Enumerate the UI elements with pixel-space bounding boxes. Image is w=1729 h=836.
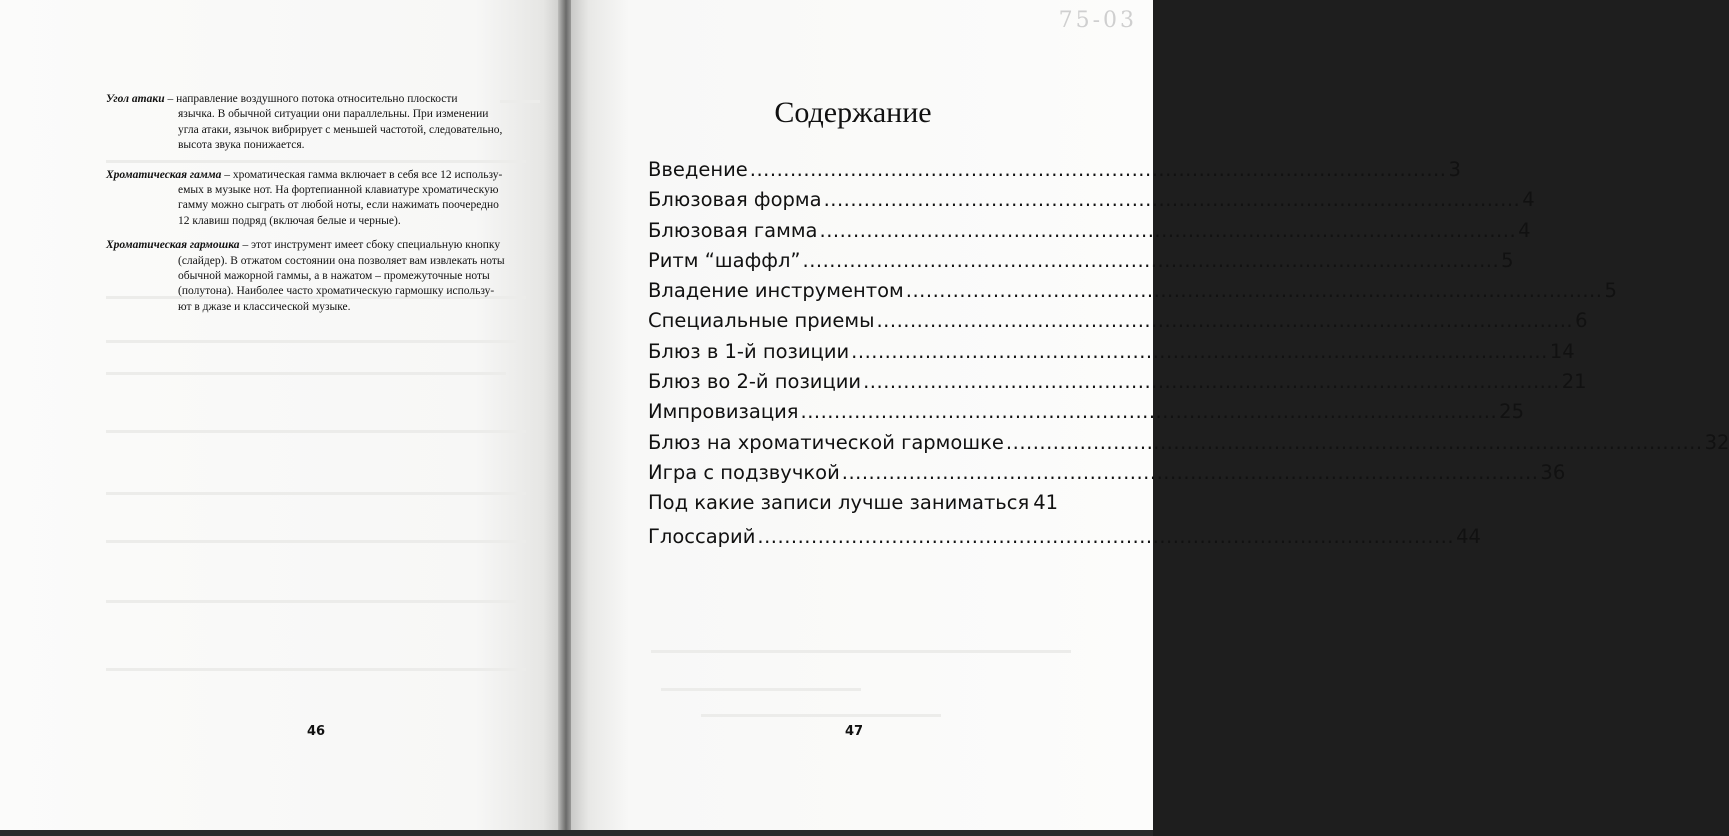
glossary-term: Угол атаки xyxy=(106,93,165,105)
toc-entry xyxy=(648,158,1461,188)
toc-entry-page: 36 xyxy=(1540,460,1566,484)
toc-entry xyxy=(648,460,1566,491)
glossary-definition-line: язычка. В обычной ситуации они параллельны. При изменении xyxy=(178,108,489,121)
page-number-left: 46 xyxy=(307,724,326,739)
ink-stamp: 75-03 xyxy=(1058,8,1137,33)
toc-entry-page: 44 xyxy=(1456,524,1481,548)
table-of-contents xyxy=(648,158,1729,555)
glossary-definition-line: – этот инструмент имеет сбоку специальную кнопку xyxy=(239,239,501,252)
toc-entry-label: Глоссарий xyxy=(648,524,756,548)
toc-leader-dots: ........................................................................................................ xyxy=(841,460,1539,484)
glossary-entry xyxy=(106,92,526,154)
glossary-definition-line: (слайдер). В отжатом состоянии она позволяет вам извлекать ноты xyxy=(178,254,505,267)
toc-entry xyxy=(648,400,1524,430)
toc-leader-dots: ........................................................................................................ xyxy=(851,339,1548,363)
toc-entry-label: Блюз на хроматической гармошке xyxy=(648,430,1004,454)
glossary-definition-line: обычной мажорной гаммы, а в нажатом – промежуточные ноты xyxy=(178,270,490,283)
toc-entry-page: 41 xyxy=(1033,491,1059,515)
toc-entry-label: Ритм “шаффл” xyxy=(648,248,801,272)
toc-entry-page: 21 xyxy=(1561,370,1587,394)
toc-title: Содержание xyxy=(774,96,932,129)
toc-entry xyxy=(648,279,1617,309)
toc-entry-page: 4 xyxy=(1522,188,1535,212)
toc-entry-label: Под какие записи лучше заниматься xyxy=(648,491,1030,515)
glossary-definition-line: угла атаки, язычок вибрирует с меньшей частотой, следовательно, xyxy=(178,123,503,136)
glossary-definition-line: – направление воздушного потока относительно плоскости xyxy=(164,93,458,105)
toc-leader-dots: ........................................................................................................ xyxy=(823,188,1521,212)
left-page xyxy=(0,0,560,830)
toc-entry xyxy=(648,248,1514,279)
toc-leader-dots: ........................................................................................................ xyxy=(802,248,1500,272)
toc-entry xyxy=(648,491,1059,521)
toc-entry xyxy=(648,524,1481,555)
toc-entry-page: 32 xyxy=(1704,430,1729,454)
toc-entry-page: 3 xyxy=(1448,158,1461,181)
toc-entry-label: Игра с подзвучкой xyxy=(648,460,840,484)
toc-entry xyxy=(648,188,1535,218)
toc-entry-page: 5 xyxy=(1604,279,1617,303)
toc-entry-label: Блюзовая гамма xyxy=(648,218,818,242)
toc-entry xyxy=(648,339,1575,370)
toc-leader-dots: ........................................................................................................ xyxy=(905,279,1603,303)
toc-entry-label: Блюзовая форма xyxy=(648,188,822,212)
glossary-term: Хроматическая гамма xyxy=(106,168,222,181)
toc-entry-page: 5 xyxy=(1501,248,1514,272)
toc-entry-label: Блюз в 1-й позиции xyxy=(648,339,850,363)
toc-entry-page: 25 xyxy=(1499,400,1524,424)
toc-leader-dots: ........................................................................................................ xyxy=(749,158,1447,181)
toc-entry-label: Введение xyxy=(648,158,748,181)
toc-entry-label: Специальные приемы xyxy=(648,309,875,333)
toc-entry xyxy=(648,430,1729,461)
glossary-entries xyxy=(106,92,526,324)
toc-leader-dots: ........................................................................................................ xyxy=(1005,430,1703,454)
toc-entry-label: Владение инструментом xyxy=(648,279,904,303)
glossary-definition-line: высота звука понижается. xyxy=(178,139,305,152)
toc-leader-dots: ........................................................................................................ xyxy=(819,218,1517,242)
toc-leader-dots: ........................................................................................................ xyxy=(876,309,1574,333)
toc-leader-dots: ........................................................................................................ xyxy=(863,370,1560,394)
toc-leader-dots: ........................................................................................................ xyxy=(757,524,1455,548)
toc-entry-label: Импровизация xyxy=(648,400,799,424)
page-number-right: 47 xyxy=(845,724,864,739)
glossary-entry xyxy=(106,238,526,315)
glossary-definition-line: 12 клавиш подряд (включая белые и черные). xyxy=(178,214,401,227)
toc-entry-page: 14 xyxy=(1549,339,1575,363)
toc-entry xyxy=(648,309,1588,339)
glossary-definition-line: – хроматическая гамма включает в себя все 12 использу- xyxy=(221,168,503,181)
toc-entry-page: 4 xyxy=(1518,218,1531,242)
glossary-definition-line: емых в музыке нот. На фортепианной клавиатуре хроматическую xyxy=(178,184,499,197)
toc-entry-label: Блюз во 2-й позиции xyxy=(648,370,862,394)
toc-entry-page: 6 xyxy=(1575,309,1588,333)
toc-entry xyxy=(648,218,1531,249)
glossary-definition-line: (полутона). Наиболее часто хроматическую гармошку использу- xyxy=(178,285,495,298)
glossary-definition-line: ют в джазе и классической музыке. xyxy=(178,300,351,313)
toc-leader-dots: ........................................................................................................ xyxy=(800,400,1498,424)
toc-entry xyxy=(648,370,1587,400)
glossary-definition-line: гамму можно сыграть от любой ноты, если нажимать поочередно xyxy=(178,199,499,212)
glossary-entry xyxy=(106,168,526,230)
glossary-term: Хроматическая гармошка xyxy=(106,239,240,252)
